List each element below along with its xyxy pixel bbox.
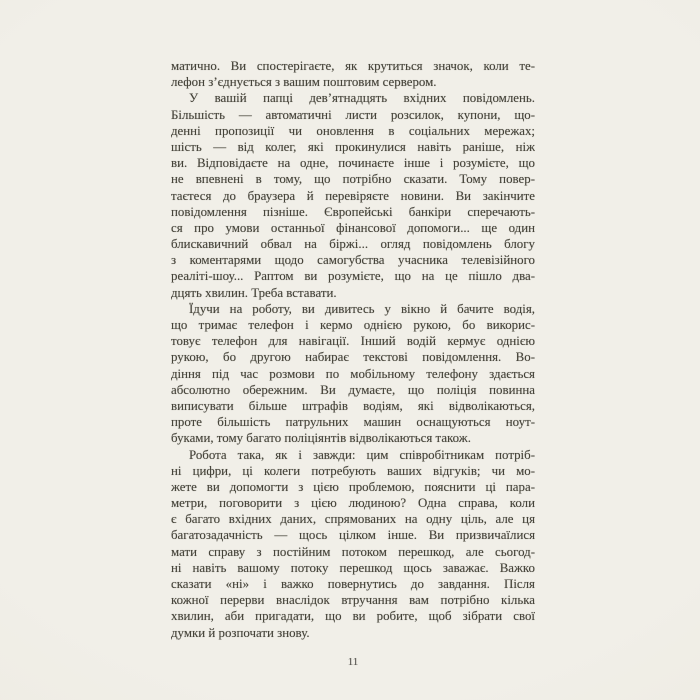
- text-line: хвилин, аби пригадати, що ви робите, щоб зібрати свої: [171, 609, 535, 624]
- text-line: ви. Відповідаєте на одне, починаєте інше і розумієте, що: [171, 156, 535, 171]
- text-line: ні навіть вашому потоку перешкод щось заважає. Важко: [171, 560, 535, 575]
- text-line: рукою, бо другою набирає текстові повідомлення. Во-: [171, 350, 535, 365]
- text-line: блискавичний обвал на біржі... огляд повідомлень блогу: [171, 237, 535, 252]
- text-line: виписувати більше штрафів водіям, які відволікаються,: [171, 398, 535, 413]
- text-line: ся про умови останньої фінансової допомоги... ще один: [171, 220, 535, 235]
- paragraph: [171, 58, 535, 90]
- text-line: дцять хвилин. Треба вставати.: [171, 285, 337, 300]
- text-line: жете ви допомогти з цією проблемою, пояснити ці пара-: [171, 479, 535, 494]
- text-line: мати справу з постійним потоком перешкод, але сьогод-: [171, 544, 535, 559]
- body-text: [171, 58, 535, 641]
- text-line: багатозадачність — щось цілком інше. Ви призвичаїлися: [171, 528, 535, 543]
- text-line: Робота така, як і завжди: цим співробітникам потріб-: [189, 447, 535, 462]
- text-line: ні цифри, ці колеги потребують ваших відгуків; чи мо-: [171, 463, 535, 478]
- text-line: товує телефон для навігації. Інший водій кермує однією: [171, 334, 535, 349]
- text-line: реаліті-шоу... Раптом ви розумієте, що на це пішло два-: [171, 269, 535, 284]
- text-line: з коментарями щодо самогубства учасника телевізійного: [171, 253, 535, 268]
- text-line: буками, тому багато поліціянтів відволікаються також.: [171, 431, 471, 446]
- paragraph: [171, 90, 535, 300]
- text-line: повідомлення пізніше. Європейські банкіри сперечають-: [171, 204, 535, 219]
- text-line: метри, поговорити з цією людиною? Одна справа, коли: [171, 496, 535, 511]
- text-line: абсолютно обережним. Ви думаєте, що поліція повинна: [171, 382, 535, 397]
- text-line: Їдучи на роботу, ви дивитесь у вікно й бачите водія,: [189, 301, 535, 316]
- text-line: сказати «ні» і важко повернутись до завдання. Після: [171, 577, 535, 591]
- paragraph: [171, 301, 535, 447]
- text-line: таєтеся до браузера й перевіряєте новини. Ви закінчите: [171, 188, 535, 203]
- text-line: кожної перерви внаслідок втручання вам потрібно кілька: [171, 593, 535, 608]
- text-line: що тримає телефон і кермо однією рукою, бо викорис-: [171, 318, 535, 332]
- text-line: проте більшість патрульних машин оснащуються ноут-: [171, 415, 535, 430]
- text-line: лефон з’єднується з вашим поштовим сервером.: [171, 75, 437, 90]
- text-line: У вашій папці дев’ятнадцять вхідних повідомлень.: [189, 91, 535, 106]
- text-line: денні пропозиції чи оновлення в соціальних мережах;: [171, 123, 535, 138]
- text-line: Більшість — автоматичні листи розсилок, купони, що-: [171, 107, 535, 122]
- text-line: думки й розпочати знову.: [171, 625, 310, 640]
- text-line: не впевнені в тому, що потрібно сказати. Тому повер-: [171, 172, 535, 187]
- paragraph: [171, 447, 535, 641]
- text-line: шість — від колег, які прокинулися навіть раніше, ніж: [171, 139, 535, 154]
- text-line: діння під час розмови по мобільному телефону здається: [171, 366, 535, 381]
- text-line: матично. Ви спостерігаєте, як крутиться значок, коли те-: [171, 59, 535, 73]
- page-number: 11: [347, 656, 359, 668]
- text-line: є багато вхідних даних, спрямованих на одну ціль, але ця: [171, 512, 535, 527]
